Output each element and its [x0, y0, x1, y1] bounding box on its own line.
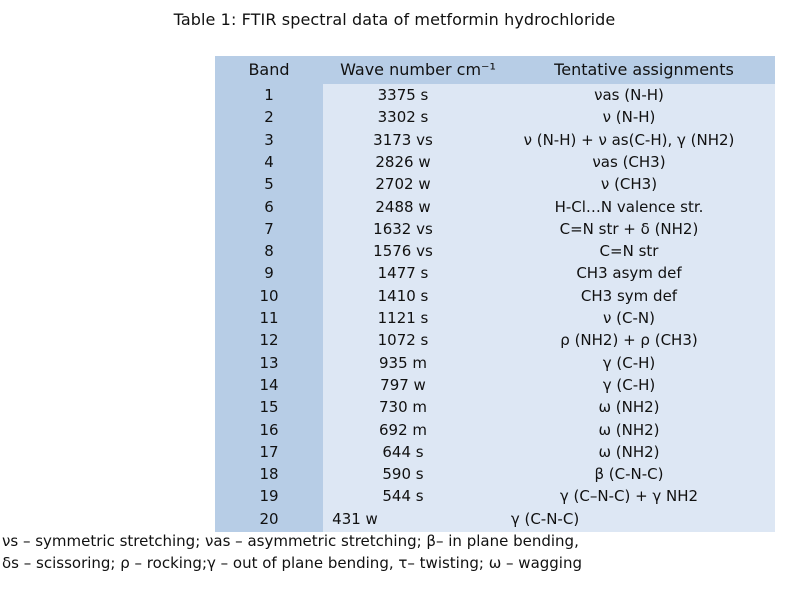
- cell-band: 12: [259, 331, 279, 350]
- table-row: [215, 262, 775, 284]
- cell-wave-number: 2702 w: [375, 175, 431, 194]
- cell-wave-number: 2488 w: [375, 197, 431, 216]
- cell-wave-number: 1632 vs: [373, 219, 433, 238]
- cell-band: 8: [264, 242, 274, 261]
- cell-assignment: ν (N-H): [602, 108, 656, 127]
- cell-assignment: γ (C-N-C): [510, 509, 580, 528]
- cell-band: 17: [259, 442, 279, 461]
- cell-wave-number: 644 s: [382, 442, 424, 461]
- cell-assignment: CH3 asym def: [576, 264, 682, 283]
- table-row: [215, 374, 775, 396]
- cell-band: 10: [259, 286, 279, 305]
- cell-band: 20: [259, 509, 279, 528]
- cell-assignment: H-Cl…N valence str.: [554, 197, 704, 216]
- table-row: [215, 352, 775, 374]
- table-header: [215, 56, 775, 84]
- cell-wave-number: 2826 w: [375, 152, 431, 171]
- table-row: [215, 196, 775, 218]
- cell-assignment: CH3 sym def: [580, 286, 678, 305]
- cell-wave-number: 431 w: [332, 509, 378, 528]
- table-row: [215, 396, 775, 418]
- table-row: [215, 329, 775, 351]
- cell-assignment: ω (NH2): [598, 442, 660, 461]
- table-row: [215, 240, 775, 262]
- cell-assignment: ρ (NH2) + ρ (CH3): [560, 331, 698, 350]
- cell-band: 6: [264, 197, 274, 216]
- table-row: [215, 129, 775, 151]
- cell-wave-number: 797 w: [380, 375, 426, 394]
- cell-assignment: ν (C-N): [603, 309, 655, 327]
- cell-band: 4: [264, 152, 274, 171]
- table-row: [215, 84, 775, 106]
- cell-assignment: γ (C–N-C) + γ NH2: [559, 487, 699, 506]
- cell-wave-number: 1477 s: [377, 264, 429, 283]
- table-row: [215, 419, 775, 441]
- cell-wave-number: 3375 s: [377, 86, 429, 104]
- header-band: Band: [248, 60, 290, 79]
- cell-assignment: νas (N-H): [594, 86, 664, 104]
- cell-assignment: γ (C-H): [602, 375, 656, 394]
- cell-band: 1: [264, 86, 274, 104]
- table-row: [215, 463, 775, 485]
- footnote-line-2: δs – scissoring; ρ – rocking;γ – out of plane bending, τ– twisting; ω – wagging: [2, 554, 582, 572]
- cell-assignment: β (C-N-C): [594, 465, 664, 484]
- cell-band: 5: [264, 175, 274, 194]
- cell-assignment: ω (NH2): [598, 420, 660, 439]
- cell-wave-number: 3302 s: [377, 108, 429, 127]
- cell-band: 7: [264, 219, 274, 238]
- cell-band: 13: [259, 353, 279, 372]
- cell-assignment: ν (N-H) + ν as(C-H), γ (NH2): [523, 130, 735, 149]
- cell-wave-number: 730 m: [378, 398, 427, 417]
- table-title: Table 1: FTIR spectral data of metformin hydrochloride: [173, 10, 616, 29]
- cell-band: 19: [259, 487, 279, 506]
- cell-band: 16: [259, 420, 279, 439]
- table-row: [215, 151, 775, 173]
- header-wave-number: Wave number cm⁻¹: [340, 60, 496, 79]
- cell-wave-number: 1121 s: [377, 309, 429, 327]
- table-row: [215, 508, 775, 530]
- cell-band: 15: [259, 398, 279, 417]
- table-row: [215, 285, 775, 307]
- cell-wave-number: 544 s: [382, 487, 424, 506]
- table-row: [215, 485, 775, 507]
- cell-wave-number: 1576 vs: [373, 242, 433, 261]
- cell-band: 18: [259, 465, 279, 484]
- table-row: [215, 173, 775, 195]
- table-row: [215, 218, 775, 240]
- cell-assignment: γ (C-H): [602, 353, 656, 372]
- table-row: [215, 106, 775, 128]
- cell-assignment: νas (CH3): [592, 152, 666, 171]
- cell-assignment: ω (NH2): [598, 398, 660, 417]
- cell-band: 2: [264, 108, 274, 127]
- cell-wave-number: 3173 vs: [373, 130, 433, 149]
- header-assignments: Tentative assignments: [554, 60, 734, 79]
- cell-band: 11: [259, 309, 279, 327]
- cell-band: 14: [259, 375, 279, 394]
- ftir-table: [215, 56, 775, 532]
- cell-wave-number: 1410 s: [377, 286, 429, 305]
- footnote-line-1: νs – symmetric stretching; νas – asymmetric stretching; β– in plane bending,: [2, 532, 579, 550]
- cell-wave-number: 692 m: [378, 420, 427, 439]
- cell-wave-number: 1072 s: [377, 331, 429, 350]
- cell-band: 9: [264, 264, 274, 283]
- table-row: [215, 441, 775, 463]
- table-row: [215, 307, 775, 329]
- cell-assignment: C=N str: [599, 242, 659, 261]
- cell-wave-number: 590 s: [382, 465, 424, 484]
- cell-band: 3: [264, 130, 274, 149]
- cell-assignment: C=N str + δ (NH2): [559, 219, 699, 238]
- cell-wave-number: 935 m: [378, 353, 427, 372]
- cell-assignment: ν (CH3): [600, 175, 658, 194]
